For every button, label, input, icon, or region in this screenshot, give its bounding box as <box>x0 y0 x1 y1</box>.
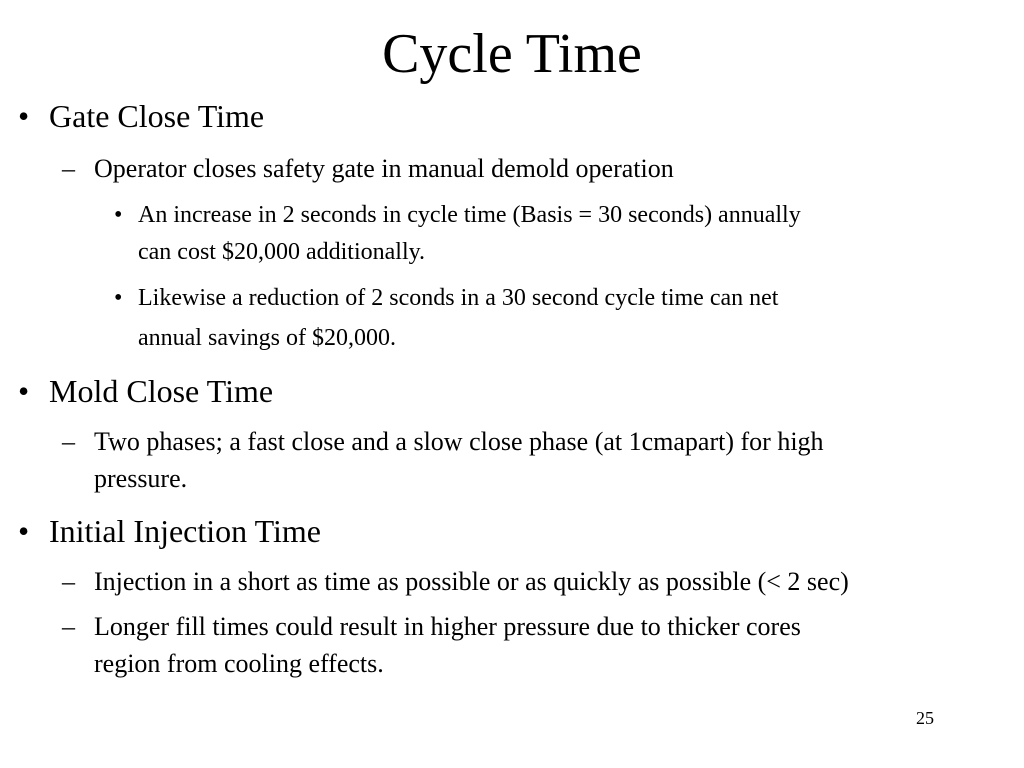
dash-marker: – <box>62 567 75 596</box>
subsubbullet-text-line2: can cost $20,000 additionally. <box>138 239 426 265</box>
subbullet-text: Operator closes safety gate in manual demold operation <box>94 154 674 183</box>
subsubbullet-text-line1: An increase in 2 seconds in cycle time (Basis = 30 seconds) annually <box>138 202 801 228</box>
dash-marker: – <box>62 612 75 641</box>
dash-marker: – <box>62 154 75 183</box>
subbullet-text: Injection in a short as time as possible or as quickly as possible (< 2 sec) <box>94 567 849 596</box>
page-number: 25 <box>916 708 934 728</box>
subbullet-text-line1: Longer fill times could result in higher pressure due to thicker cores <box>94 612 801 641</box>
slide-title: Cycle Time <box>382 23 642 85</box>
bullet-text: Gate Close Time <box>49 98 265 134</box>
subsubbullet-text-line1: Likewise a reduction of 2 sconds in a 30 second cycle time can net <box>138 285 779 311</box>
bullet-marker: • <box>18 513 30 549</box>
bullet-marker: • <box>114 285 123 311</box>
bullet-marker: • <box>18 373 30 409</box>
subbullet-text-line1: Two phases; a fast close and a slow close phase (at 1cmapart) for high <box>94 427 824 456</box>
bullet-marker: • <box>18 98 30 134</box>
subbullet-text-line2: region from cooling effects. <box>94 649 384 678</box>
subbullet-text-line2: pressure. <box>94 464 188 493</box>
subsubbullet-text-line2: annual savings of $20,000. <box>138 325 396 351</box>
dash-marker: – <box>62 427 75 456</box>
bullet-text: Mold Close Time <box>49 373 274 409</box>
bullet-marker: • <box>114 202 123 228</box>
bullet-text: Initial Injection Time <box>49 513 321 549</box>
